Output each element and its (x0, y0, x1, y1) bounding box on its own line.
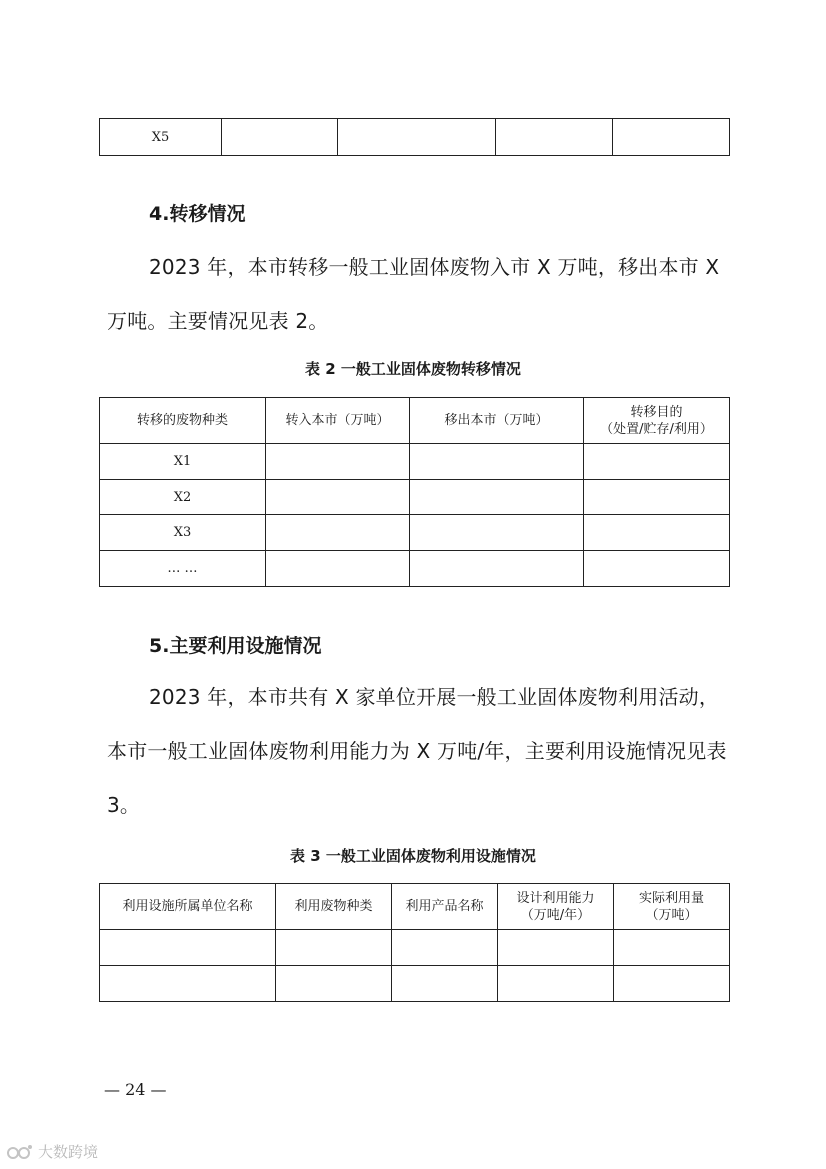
table-cell (266, 480, 410, 515)
watermark-text: 大数跨境 (38, 1143, 99, 1161)
section-heading: 4.转移情况 (149, 203, 246, 225)
table-cell (410, 480, 584, 515)
table1-tail (99, 118, 730, 156)
table-row (100, 966, 730, 1002)
column-header-line: 实际利用量 (638, 890, 704, 906)
table-cell (338, 119, 496, 156)
table-header-row (100, 884, 730, 930)
table-header-row (100, 398, 730, 444)
table-cell (266, 515, 410, 551)
table-cell (410, 515, 584, 551)
table-cell (410, 444, 584, 480)
column-header (614, 884, 730, 930)
table-row (100, 515, 730, 551)
column-header (584, 398, 730, 444)
table-row (100, 119, 730, 156)
section-heading: 5.主要利用设施情况 (149, 635, 322, 657)
column-header: 利用设施所属单位名称 (100, 884, 276, 930)
table-cell (584, 515, 730, 551)
column-header: 转入本市（万吨） (266, 398, 410, 444)
table-caption: 表 3 一般工业固体废物利用设施情况 (290, 847, 536, 865)
table-cell (392, 966, 498, 1002)
table-cell: X1 (100, 444, 266, 480)
column-header-line: （处置/贮存/利用） (600, 421, 713, 437)
table-cell (266, 444, 410, 480)
table-row (100, 551, 730, 587)
watermark-logo-icon (6, 1143, 34, 1161)
table-cell (222, 119, 338, 156)
column-header-line: （万吨/年） (520, 907, 591, 923)
table-cell (496, 119, 613, 156)
table-cell (498, 930, 614, 966)
column-header (498, 884, 614, 930)
table-cell (100, 930, 276, 966)
column-header-line: 转移目的 (630, 404, 683, 420)
table-cell (584, 444, 730, 480)
table-cell (613, 119, 730, 156)
column-header-line: （万吨） (645, 907, 698, 923)
column-header: 利用产品名称 (392, 884, 498, 930)
table2 (99, 397, 730, 587)
table-cell (266, 551, 410, 587)
table-caption: 表 2 一般工业固体废物转移情况 (305, 360, 521, 378)
table-cell (100, 966, 276, 1002)
table-cell (276, 930, 392, 966)
table-cell (614, 930, 730, 966)
table3 (99, 883, 730, 1002)
column-header: 转移的废物种类 (100, 398, 266, 444)
table-row (100, 444, 730, 480)
table-cell (614, 966, 730, 1002)
section-paragraph: 2023 年，本市转移一般工业固体废物入市 X 万吨，移出本市 X 万吨。主要情况见表 2。 (107, 255, 720, 333)
watermark (6, 1141, 98, 1162)
column-header: 移出本市（万吨） (410, 398, 584, 444)
table-cell: X5 (100, 119, 222, 156)
table-cell (584, 551, 730, 587)
table-cell (584, 480, 730, 515)
table-cell (276, 966, 392, 1002)
table-cell: … … (100, 551, 266, 587)
table-cell: X2 (100, 480, 266, 515)
table-row (100, 480, 730, 515)
column-header: 利用废物种类 (276, 884, 392, 930)
section-paragraph: 2023 年，本市共有 X 家单位开展一般工业固体废物利用活动，本市一般工业固体废物利用能力为 X 万吨/年，主要利用设施情况见表 3。 (107, 685, 727, 817)
page-number: — 24 — (104, 1080, 167, 1099)
table-cell (410, 551, 584, 587)
table-row (100, 930, 730, 966)
column-header-line: 设计利用能力 (516, 890, 595, 906)
table-cell (498, 966, 614, 1002)
table-cell (392, 930, 498, 966)
table-cell: X3 (100, 515, 266, 551)
